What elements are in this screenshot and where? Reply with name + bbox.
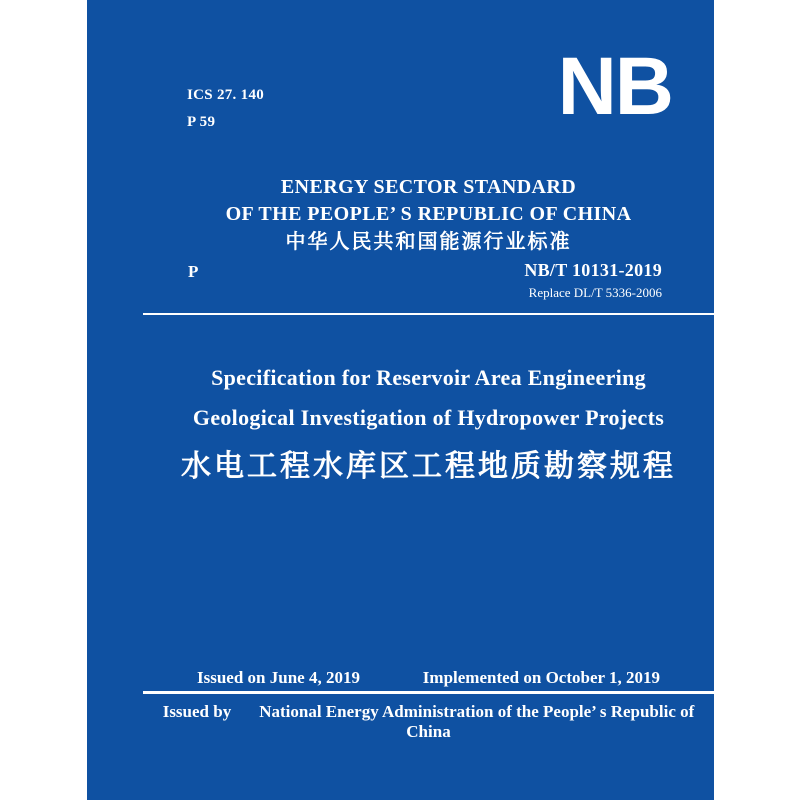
title-block: [143, 358, 714, 488]
standard-code: NB/T 10131-2019: [524, 260, 662, 280]
cover-page: [87, 0, 714, 800]
issued-by-label: Issued by: [162, 702, 232, 721]
ics-code: ICS 27. 140: [187, 87, 265, 103]
classification-code: P 59: [187, 114, 216, 130]
footer-dates-row: [143, 668, 714, 690]
title-en-line2: Geological Investigation of Hydropower Projects: [192, 405, 665, 430]
bottom-divider-line: [143, 691, 714, 694]
top-divider-line: [143, 313, 714, 315]
doc-class-letter: P: [188, 262, 199, 281]
title-en-line1: Specification for Reservoir Area Engineering: [211, 365, 646, 390]
title-zh: 水电工程水库区工程地质勘察规程: [181, 450, 676, 483]
standard-name-block: [143, 174, 714, 256]
standard-name-en-line1: ENERGY SECTOR STANDARD: [280, 176, 577, 198]
issued-by-row: [143, 702, 714, 742]
replaces-note: Replace DL/T 5336-2006: [528, 285, 662, 300]
standard-name-en-line2: OF THE PEOPLE’ S REPUBLIC OF CHINA: [225, 203, 632, 225]
nb-logo: NB: [557, 41, 672, 132]
standard-name-zh: 中华人民共和国能源行业标准: [285, 231, 572, 253]
code-row: [143, 260, 714, 312]
implemented-on-date: Implemented on October 1, 2019: [422, 668, 660, 687]
ics-block: [187, 82, 264, 136]
issued-by-value: National Energy Administration of the People’ s Republic of China: [259, 702, 695, 741]
standard-code-block: [524, 260, 662, 301]
issued-on-date: Issued on June 4, 2019: [197, 668, 360, 687]
